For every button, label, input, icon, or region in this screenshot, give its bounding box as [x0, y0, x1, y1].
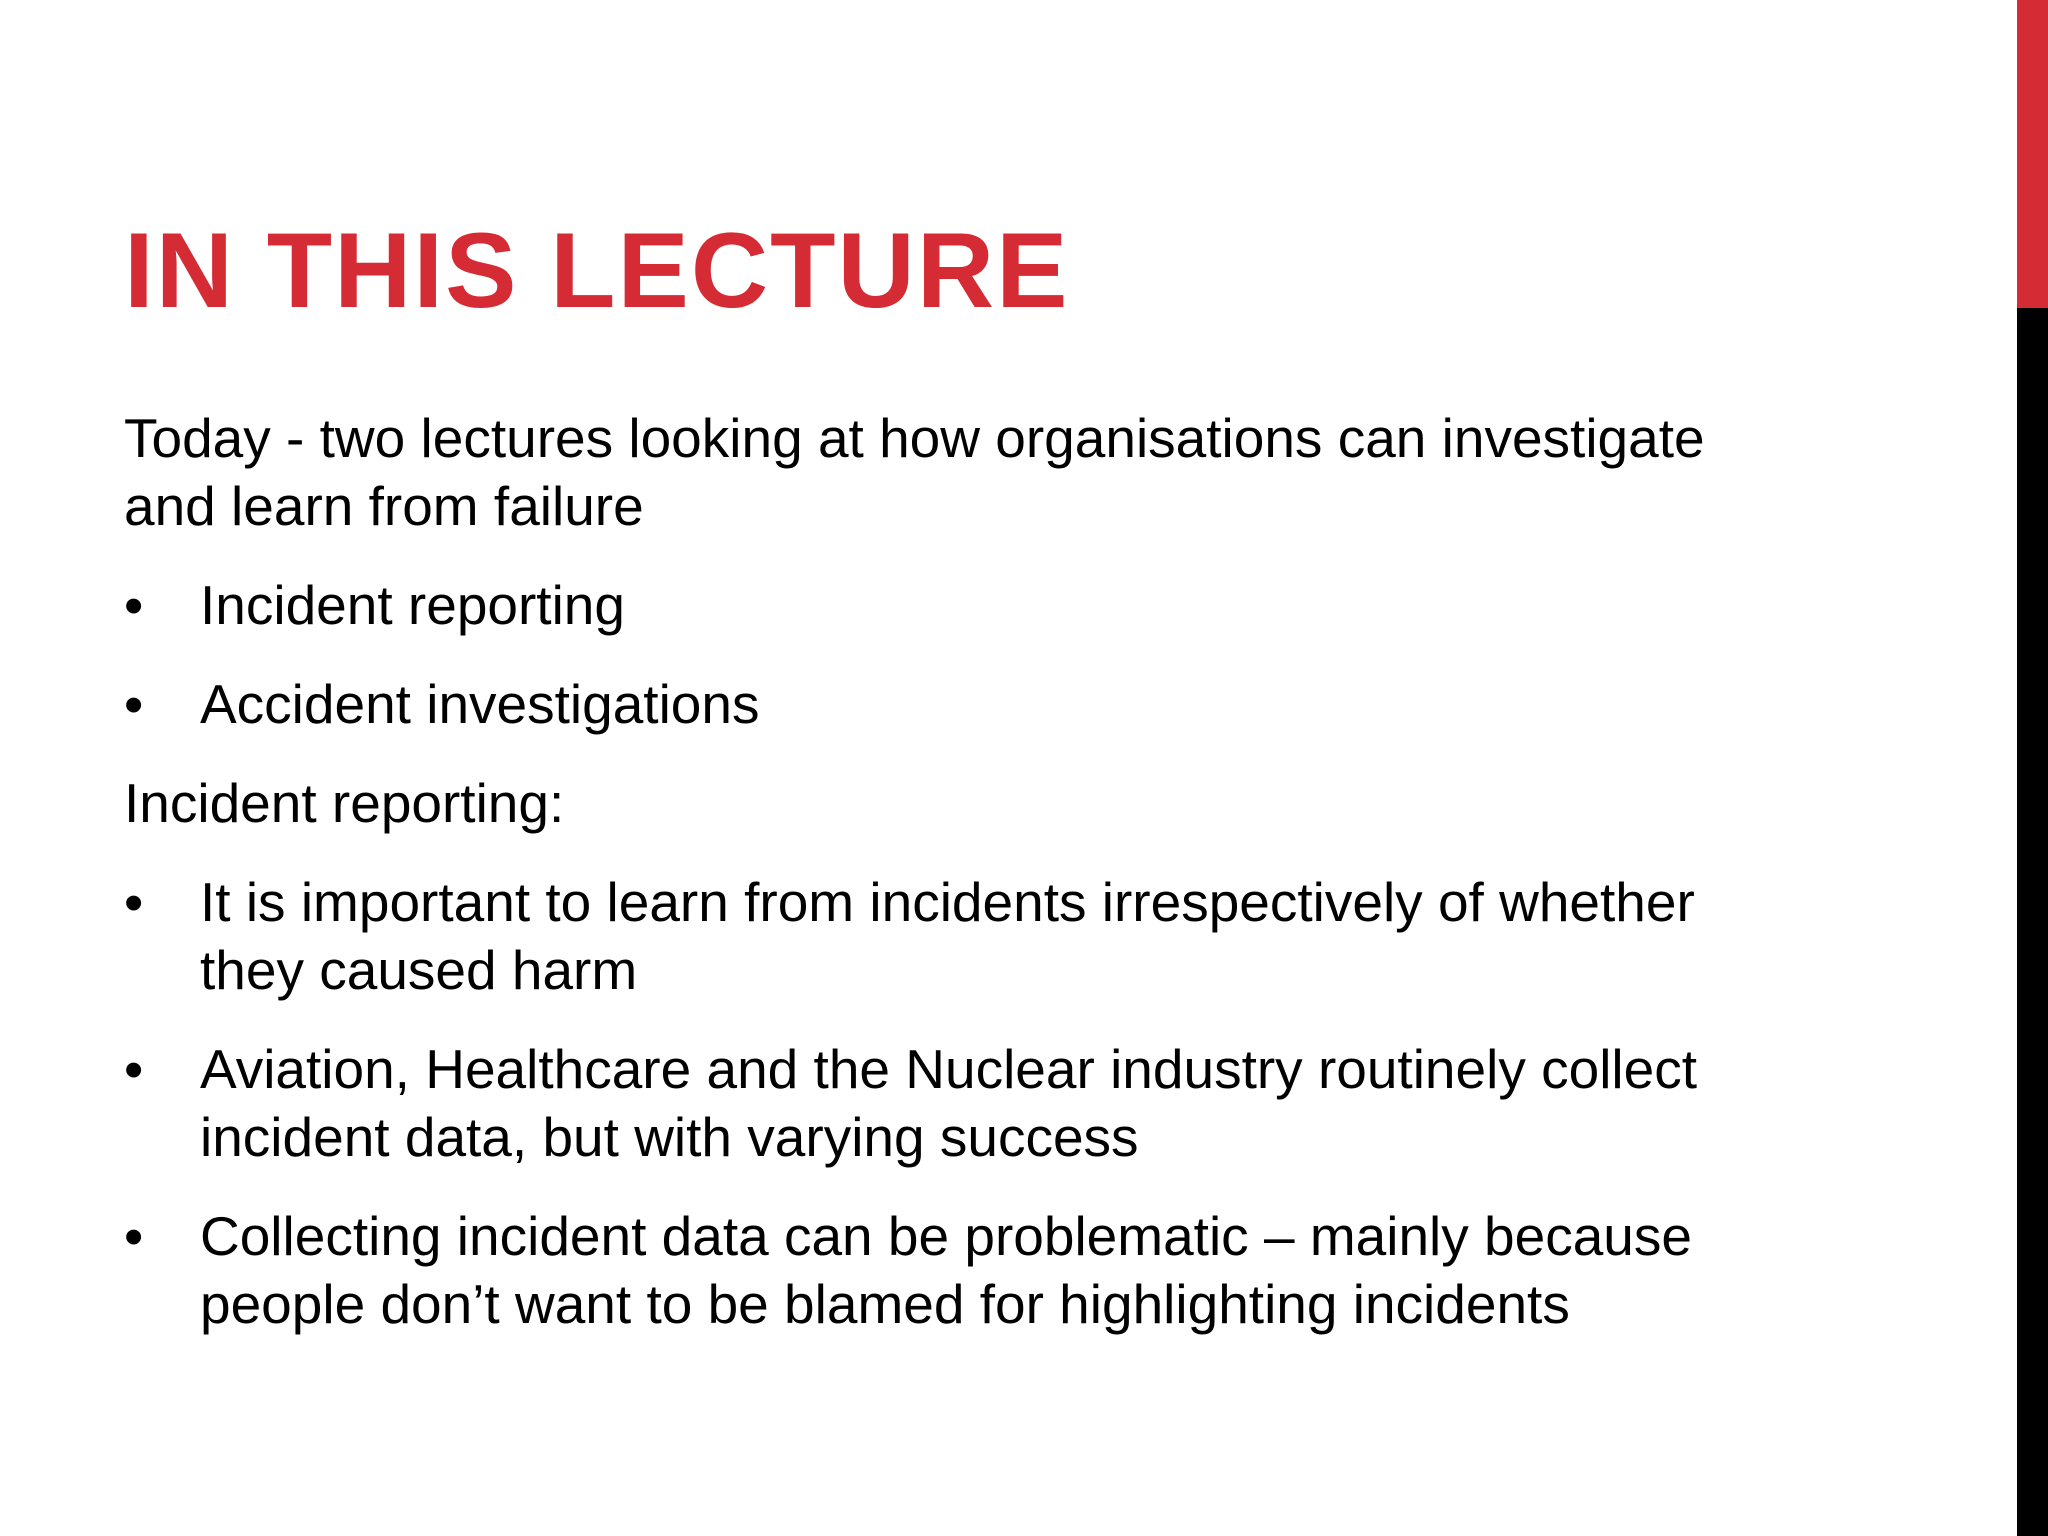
point-collection-problematic: Collecting incident data can be problematic – mainly because people don’t want to be blamed for highlighting incidents [200, 1205, 1692, 1335]
list-item [124, 670, 1804, 738]
accent-bar-black-segment [2017, 308, 2048, 1536]
bullet-icon: • [124, 1205, 144, 1267]
bullet-icon: • [124, 574, 144, 636]
bullet-icon: • [124, 1038, 144, 1100]
list-item [124, 1202, 1804, 1338]
accent-bar [2017, 0, 2048, 1536]
point-learn-from-incidents: It is important to learn from incidents irrespectively of whether they caused harm [200, 871, 1695, 1001]
slide-title: IN THIS LECTURE [124, 210, 1070, 330]
list-item [124, 868, 1804, 1004]
accent-bar-red-segment [2017, 0, 2048, 308]
bullet-icon: • [124, 871, 144, 933]
slide-body [124, 404, 1804, 1369]
list-item [124, 571, 1804, 639]
topic-incident-reporting: Incident reporting [200, 574, 625, 636]
intro-paragraph: Today - two lectures looking at how organisations can investigate and learn from failure [124, 407, 1705, 537]
topic-accident-investigations: Accident investigations [200, 673, 760, 735]
section-heading: Incident reporting: [124, 772, 565, 834]
bullet-icon: • [124, 673, 144, 735]
point-industries-collect-data: Aviation, Healthcare and the Nuclear industry routinely collect incident data, but with varying success [200, 1038, 1698, 1168]
list-item [124, 1035, 1804, 1171]
